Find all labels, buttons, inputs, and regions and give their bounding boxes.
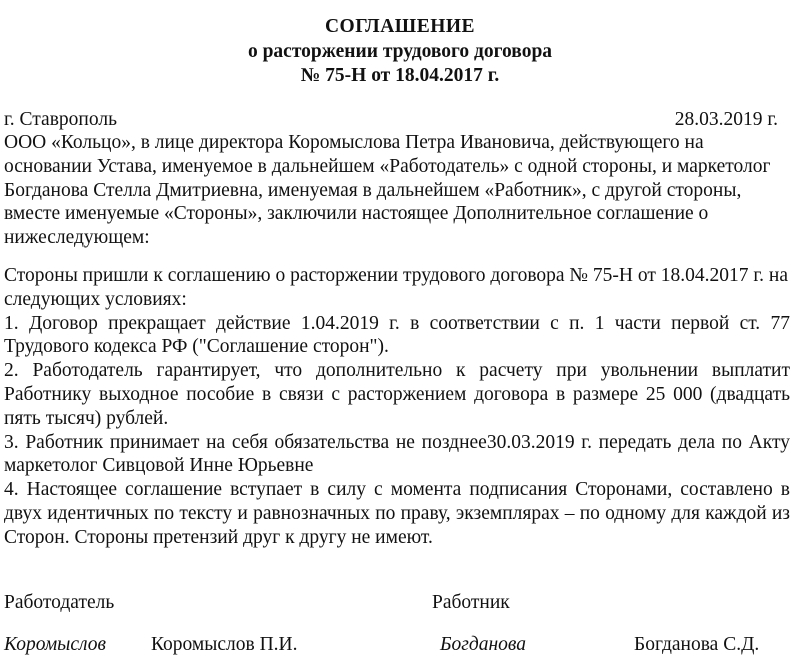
term-item: 4. Настоящее соглашение вступает в силу с момента подписания Сторонами, составлено в двух идентичных по тексту и равнозначных по праву, экземплярах – по одному для каждой из Сторон. Стороны претензий друг к другу не имеют.	[4, 479, 790, 548]
employee-label: Работник	[432, 592, 510, 613]
terms-block	[4, 264, 790, 550]
employee-signature: Богданова	[440, 634, 526, 655]
employer-label: Работодатель	[4, 592, 115, 613]
intro-paragraph-block	[4, 131, 790, 250]
term-item: 3. Работник принимает на себя обязательства не позднее30.03.2019 г. передать дела по Акту маркетолог Сивцовой Инне Юрьевне	[4, 431, 790, 477]
document-number: № 75-Н от 18.04.2017 г.	[300, 65, 500, 86]
date-text: 28.03.2019 г.	[674, 109, 778, 130]
term-item: 1. Договор прекращает действие 1.04.2019 г. в соответствии с п. 1 части первой ст. 77 Трудового кодекса РФ ("Соглашение сторон").	[4, 312, 790, 358]
term-item: 2. Работодатель гарантирует, что дополнительно к расчету при увольнении выплатит Работнику выходное пособие в связи с расторжением договора в размере 25 000 (двадцать пять тысяч) рублей.	[4, 360, 790, 429]
employer-name: Коромыслов П.И.	[151, 634, 298, 655]
employee-name: Богданова С.Д.	[634, 634, 760, 655]
document-title: СОГЛАШЕНИЕ	[324, 16, 476, 37]
document-subtitle: о расторжении трудового договора	[247, 41, 553, 62]
place-text: г. Ставрополь	[4, 109, 117, 130]
employer-signature: Коромыслов	[4, 634, 106, 655]
intro-paragraph: ООО «Кольцо», в лице директора Коромыслова Петра Ивановича, действующего на основании Устава, именуемое в дальнейшем «Работодатель» с одной стороны, и маркетолог Богданова Стелла Дмитриевна, именуемая в дальнейшем «Работник», с другой стороны, вместе именуемые «Стороны», заключили настоящее Дополнительное соглашение о нижеследующем:	[4, 132, 771, 249]
terms-intro: Стороны пришли к соглашению о расторжении трудового договора № 75-Н от 18.04.2017 г. на следующих условиях:	[4, 265, 789, 310]
